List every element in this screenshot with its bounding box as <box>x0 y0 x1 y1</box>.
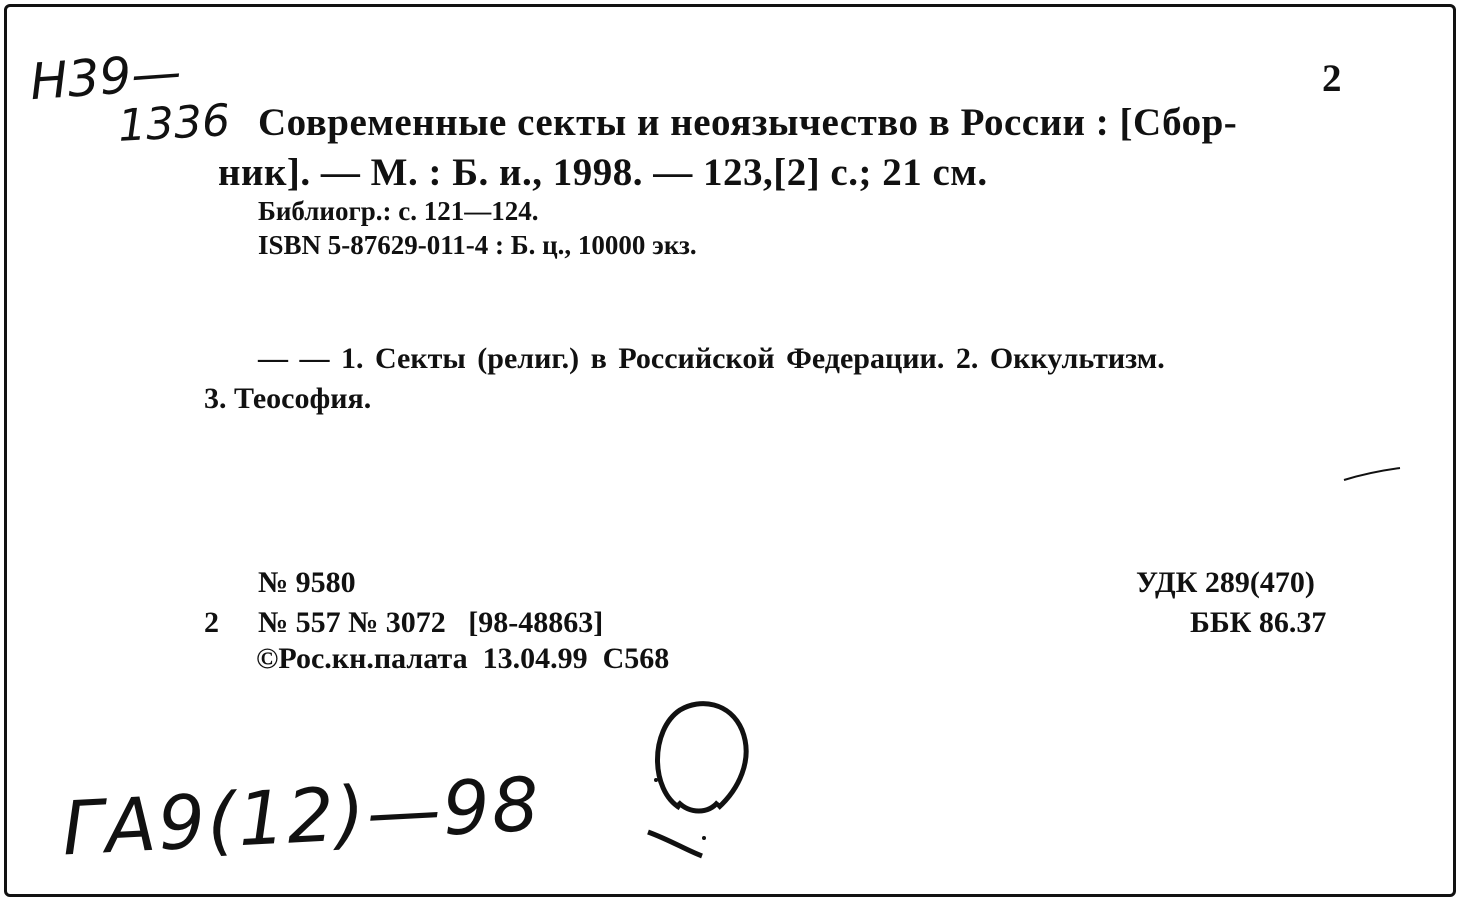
punch-hole-mark <box>630 690 770 870</box>
number-line-1: № 9580 <box>258 566 356 599</box>
number-line-2-prefix: 2 <box>204 606 219 639</box>
card-number: 2 <box>1322 57 1342 100</box>
bibliography-note: Библиогр.: с. 121—124. <box>258 196 539 226</box>
isbn-line: ISBN 5-87629-011-4 : Б. ц., 10000 экз. <box>258 230 697 260</box>
handwritten-shelfmark-top: Н39— <box>28 42 184 112</box>
stray-pen-mark <box>1340 462 1404 486</box>
title-line-2: ник]. — М. : Б. и., 1998. — 123,[2] с.; 21 см. <box>218 151 988 194</box>
number-line-2: № 557 № 3072 [98-48863] <box>258 606 604 639</box>
publisher-stamp-line: ©Рос.кн.палата 13.04.99 С568 <box>256 642 670 675</box>
handwritten-shelfmark-bottom: ГА9(12)—98 <box>60 761 543 873</box>
subjects-line-1: — — 1. Секты (религ.) в Российской Федерации. 2. Оккультизм. <box>258 342 1165 375</box>
bbk-code: ББК 86.37 <box>1190 606 1327 639</box>
udk-code: УДК 289(470) <box>1136 566 1315 599</box>
subjects-line-2: 3. Теософия. <box>204 382 372 415</box>
handwritten-shelfmark-number: 1336 <box>116 95 232 152</box>
title-line-1: Современные секты и неоязычество в России : [Сбор- <box>258 101 1238 144</box>
